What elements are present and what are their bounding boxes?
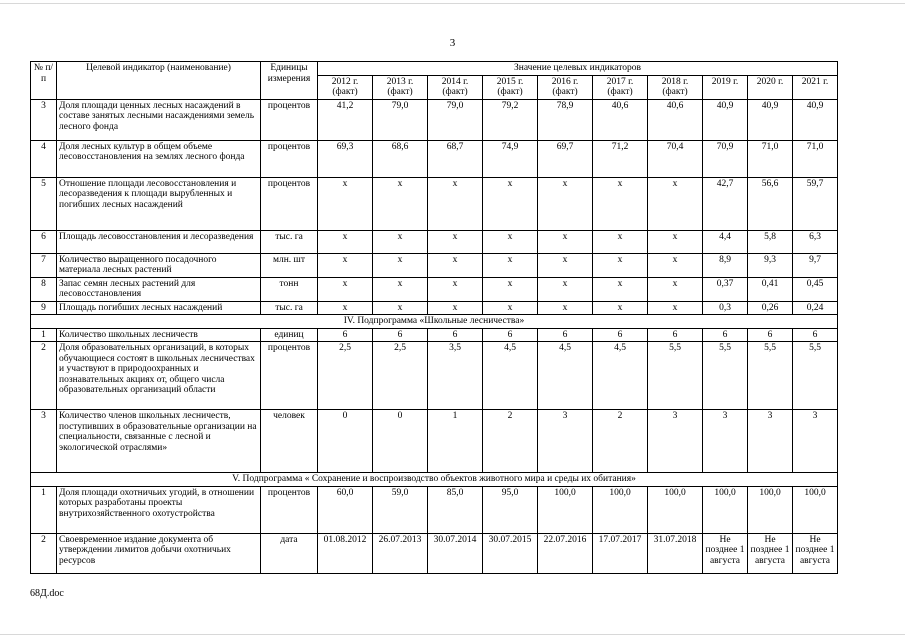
indicator-name: Своевременное издание документа об утверждении лимитов добычи охотничьих ресурсов [57,533,261,573]
header-name: Целевой индикатор (наименование) [57,62,261,100]
section-heading: IV. Подпрограмма «Школьные лесничества» [31,315,838,329]
indicator-value: 5,5 [748,342,793,410]
indicator-value: 68,7 [428,140,483,177]
header-year: 2021 г. [793,75,838,99]
indicator-value: 69,7 [538,140,593,177]
indicator-value: 71,0 [748,140,793,177]
header-year: 2013 г. (факт) [373,75,428,99]
section-5-body [31,473,838,487]
indicator-value: x [373,277,428,301]
indicator-value: 40,6 [593,99,648,140]
indicator-value: 17.07.2017 [593,533,648,573]
table-row [31,328,838,342]
indicator-value: 0,26 [748,301,793,315]
indicator-value: 69,3 [318,140,373,177]
indicator-value: 9,3 [748,253,793,277]
indicator-value: 30.07.2014 [428,533,483,573]
indicator-value: x [648,230,703,253]
table-row [31,253,838,277]
indicator-value: 5,5 [648,342,703,410]
table-row [31,486,838,533]
table-row [31,230,838,253]
indicator-value: 59,7 [793,177,838,230]
header-num: № п/п [31,62,57,100]
indicator-value: x [483,277,538,301]
indicator-value: 85,0 [428,486,483,533]
indicator-value: 0,24 [793,301,838,315]
indicator-value: 5,8 [748,230,793,253]
row-number: 6 [31,230,57,253]
indicator-value: 40,6 [648,99,703,140]
indicator-value: 4,5 [538,342,593,410]
header-year: 2016 г. (факт) [538,75,593,99]
table-row [31,342,838,410]
row-number: 8 [31,277,57,301]
unit: процентов [261,177,318,230]
header-values-group: Значение целевых индикаторов [318,62,838,76]
indicator-value: x [483,177,538,230]
unit: тонн [261,277,318,301]
indicator-value: x [318,301,373,315]
header-year: 2012 г. (факт) [318,75,373,99]
table-row [31,177,838,230]
row-number: 9 [31,301,57,315]
indicator-value: x [373,253,428,277]
table-row [31,533,838,573]
indicator-value: 6 [318,328,373,342]
indicator-value: x [538,230,593,253]
indicator-value: 79,0 [373,99,428,140]
indicator-value: x [593,301,648,315]
indicator-value: 6 [593,328,648,342]
indicator-value: 3 [648,410,703,473]
indicator-value: 8,9 [703,253,748,277]
indicator-value: 59,0 [373,486,428,533]
indicator-value: 6 [483,328,538,342]
indicator-value: x [428,277,483,301]
indicator-name: Доля лесных культур в общем объеме лесовосстановления на землях лесного фонда [57,140,261,177]
indicator-value: x [428,253,483,277]
indicator-value: 6 [428,328,483,342]
row-number: 7 [31,253,57,277]
indicator-value: 4,5 [483,342,538,410]
indicator-value: 5,5 [703,342,748,410]
table-row [31,140,838,177]
header-year: 2017 г. (факт) [593,75,648,99]
indicator-value: 79,0 [428,99,483,140]
unit: дата [261,533,318,573]
indicator-value: x [593,177,648,230]
indicator-value: Не позднее 1 августа [748,533,793,573]
indicator-value: 70,9 [703,140,748,177]
indicator-name: Доля площади охотничьих угодий, в отношении которых разработаны проекты внутрихозяйственного охотустройства [57,486,261,533]
indicator-value: 6 [703,328,748,342]
indicator-name: Отношение площади лесовосстановления и лесоразведения к площади вырубленных и погибших лесных насаждений [57,177,261,230]
header-row-1 [31,62,838,76]
footer-filename: 68Д.doc [30,588,64,599]
indicator-value: 74,9 [483,140,538,177]
indicator-value: 41,2 [318,99,373,140]
header-unit: Единицы измерения [261,62,318,100]
indicator-value: 40,9 [703,99,748,140]
header-year: 2018 г. (факт) [648,75,703,99]
scan-edge-bottom [0,634,905,635]
indicator-name: Количество школьных лесничеств [57,328,261,342]
indicator-name: Доля образовательных организаций, в которых обучающиеся состоят в школьных лесничествах и участвуют в природоохранных и познавательных акциях от, общего числа образовательных организаций области [57,342,261,410]
indicator-value: 100,0 [648,486,703,533]
indicator-value: 5,5 [793,342,838,410]
indicator-value: 3 [793,410,838,473]
unit: единиц [261,328,318,342]
unit: тыс. га [261,230,318,253]
indicator-value: 9,7 [793,253,838,277]
header-year: 2019 г. [703,75,748,99]
indicator-value: 22.07.2016 [538,533,593,573]
indicator-value: x [648,301,703,315]
section-heading: V. Подпрограмма « Сохранение и воспроизводство объектов животного мира и среды их обитания» [31,473,838,487]
indicator-value: x [318,277,373,301]
indicator-value: 2 [593,410,648,473]
indicator-value: 56,6 [748,177,793,230]
indicator-value: x [538,277,593,301]
indicator-value: x [373,177,428,230]
indicator-value: 40,9 [793,99,838,140]
table-row [31,99,838,140]
indicator-value: 71,0 [793,140,838,177]
indicators-table [30,61,838,574]
unit: человек [261,410,318,473]
indicator-value: 100,0 [593,486,648,533]
indicator-value: x [373,230,428,253]
indicator-value: x [373,301,428,315]
indicator-value: x [483,253,538,277]
indicator-name: Доля площади ценных лесных насаждений в составе занятых лесными насаждениями земель лесного фонда [57,99,261,140]
section-4-body [31,315,838,329]
table-body-forest [31,99,838,315]
table-row [31,410,838,473]
indicator-value: x [318,177,373,230]
unit: процентов [261,140,318,177]
header-year: 2014 г. (факт) [428,75,483,99]
indicator-value: 42,7 [703,177,748,230]
indicator-value: 68,6 [373,140,428,177]
unit: процентов [261,486,318,533]
indicator-value: 6,3 [793,230,838,253]
indicator-value: 3,5 [428,342,483,410]
indicator-value: x [538,177,593,230]
table-body-wildlife [31,486,838,573]
indicator-name: Количество членов школьных лесничеств, поступивших в образовательные организации на специальности, связанные с лесной и экологической отраслями» [57,410,261,473]
indicator-value: 2,5 [318,342,373,410]
row-number: 3 [31,410,57,473]
indicator-value: x [428,301,483,315]
indicator-value: x [538,253,593,277]
indicator-value: x [318,253,373,277]
indicator-value: 78,9 [538,99,593,140]
indicator-value: x [428,230,483,253]
indicator-value: x [648,277,703,301]
table-row [31,301,838,315]
row-number: 1 [31,328,57,342]
indicator-value: 30.07.2015 [483,533,538,573]
row-number: 2 [31,533,57,573]
table-row [31,277,838,301]
indicator-value: 6 [793,328,838,342]
indicator-value: 40,9 [748,99,793,140]
indicator-value: x [483,301,538,315]
indicator-value: 0 [373,410,428,473]
indicator-value: x [593,230,648,253]
indicator-value: 31.07.2018 [648,533,703,573]
header-year: 2020 г. [748,75,793,99]
indicator-value: x [648,177,703,230]
indicator-value: 01.08.2012 [318,533,373,573]
indicator-value: x [593,253,648,277]
indicator-value: 3 [703,410,748,473]
indicator-value: 95,0 [483,486,538,533]
indicator-value: 0,3 [703,301,748,315]
row-number: 3 [31,99,57,140]
indicator-name: Количество выращенного посадочного материала лесных растений [57,253,261,277]
indicator-name: Площадь погибших лесных насаждений [57,301,261,315]
unit: тыс. га [261,301,318,315]
unit: процентов [261,99,318,140]
indicator-value: 4,4 [703,230,748,253]
indicator-value: x [483,230,538,253]
indicator-value: 1 [428,410,483,473]
indicator-value: 6 [538,328,593,342]
indicator-value: 4,5 [593,342,648,410]
indicator-value: 100,0 [703,486,748,533]
section-heading-row [31,473,838,487]
indicator-value: 2,5 [373,342,428,410]
indicator-value: 71,2 [593,140,648,177]
indicator-name: Площадь лесовосстановления и лесоразведения [57,230,261,253]
indicator-value: x [428,177,483,230]
indicator-value: 100,0 [793,486,838,533]
indicator-value: 6 [648,328,703,342]
row-number: 5 [31,177,57,230]
indicator-value: x [648,253,703,277]
indicator-value: 0,41 [748,277,793,301]
row-number: 2 [31,342,57,410]
indicator-value: 79,2 [483,99,538,140]
unit: процентов [261,342,318,410]
page-number: 3 [449,37,456,49]
indicator-value: Не позднее 1 августа [793,533,838,573]
section-heading-row [31,315,838,329]
indicator-value: 0,45 [793,277,838,301]
indicator-value: 3 [748,410,793,473]
indicator-value: x [538,301,593,315]
indicator-value: 2 [483,410,538,473]
indicator-value: 60,0 [318,486,373,533]
table-body-school [31,328,838,473]
indicator-value: x [318,230,373,253]
indicator-value: 3 [538,410,593,473]
indicator-value: 70,4 [648,140,703,177]
row-number: 4 [31,140,57,177]
indicator-value: Не позднее 1 августа [703,533,748,573]
indicator-value: 0 [318,410,373,473]
row-number: 1 [31,486,57,533]
scan-edge-top [0,3,905,4]
indicator-value: 6 [373,328,428,342]
indicator-value: 26.07.2013 [373,533,428,573]
header-year: 2015 г. (факт) [483,75,538,99]
unit: млн. шт [261,253,318,277]
indicator-value: x [593,277,648,301]
indicator-value: 0,37 [703,277,748,301]
indicator-name: Запас семян лесных растений для лесовосстановления [57,277,261,301]
indicator-value: 100,0 [538,486,593,533]
indicator-value: 100,0 [748,486,793,533]
indicator-value: 6 [748,328,793,342]
